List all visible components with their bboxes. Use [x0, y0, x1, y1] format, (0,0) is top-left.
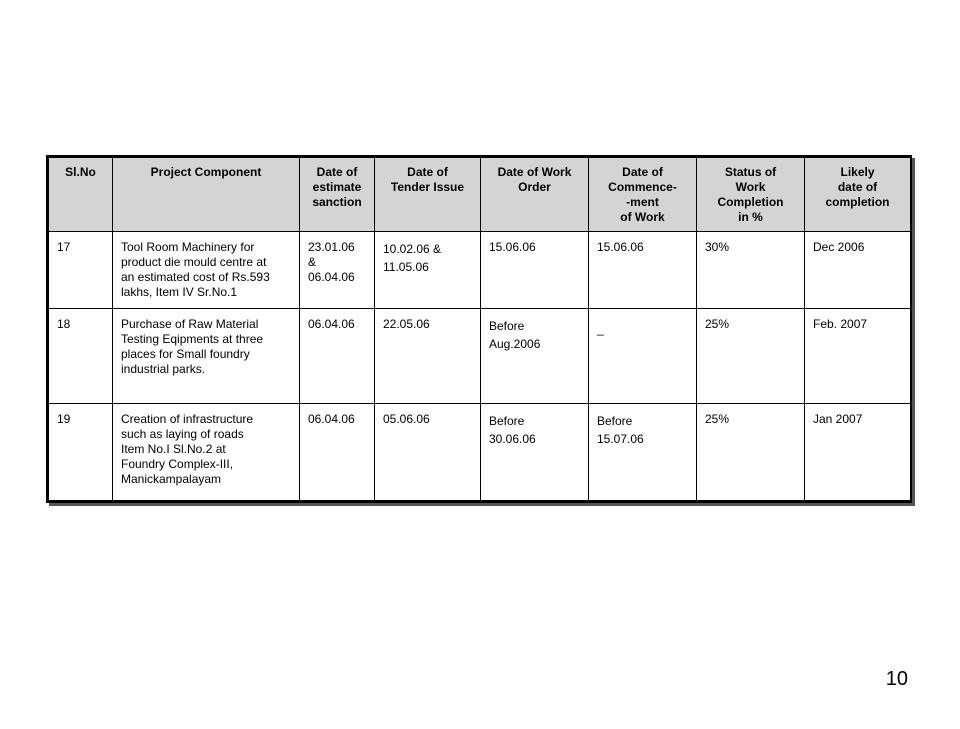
cell-text: 30.06.06 [489, 432, 536, 446]
header-text: date of [837, 180, 878, 194]
header-text: -ment [626, 195, 659, 209]
cell-project-component [113, 232, 300, 309]
table-row [49, 404, 911, 501]
cell-commencement [589, 232, 697, 309]
cell-sl-no: 18 [49, 309, 113, 404]
cell-estimate-sanction [300, 232, 375, 309]
header-text: completion [825, 195, 890, 209]
cell-sl-no: 19 [49, 404, 113, 501]
header-project-component [113, 158, 300, 232]
table-row [49, 232, 911, 309]
cell-tender-issue [375, 404, 481, 501]
cell-work-order [481, 232, 589, 309]
header-text: Sl.No [65, 165, 96, 179]
cell-status: 25% [697, 309, 805, 404]
header-text: sanction [312, 195, 362, 209]
cell-text: Testing Eqipments at three [121, 332, 264, 346]
cell-text: 06.04.06 [308, 412, 355, 426]
cell-text: lakhs, Item IV Sr.No.1 [121, 285, 238, 299]
cell-text: Tool Room Machinery for [121, 240, 255, 254]
cell-text: & [308, 255, 317, 269]
header-estimate-sanction [300, 158, 375, 232]
cell-work-order [481, 309, 589, 404]
cell-sl-no: 17 [49, 232, 113, 309]
cell-text: 22.05.06 [383, 317, 430, 331]
cell-text: 06.04.06 [308, 270, 355, 284]
cell-commencement [589, 309, 697, 404]
header-tender-issue [375, 158, 481, 232]
header-text: Date of Work [497, 165, 572, 179]
cell-text: Before [489, 414, 525, 428]
header-text: Commence- [608, 180, 677, 194]
header-text: Date of [407, 165, 448, 179]
header-text: Date of [622, 165, 663, 179]
cell-text: 15.06.06 [597, 240, 644, 254]
cell-text: Foundry Complex-III, [121, 457, 234, 471]
cell-text: an estimated cost of Rs.593 [121, 270, 270, 284]
cell-work-order [481, 404, 589, 501]
cell-likely-completion: Feb. 2007 [805, 309, 911, 404]
header-text: Date of [316, 165, 358, 179]
header-text: of Work [620, 210, 665, 224]
cell-text: Before [489, 319, 525, 333]
cell-text: places for Small foundry [121, 347, 250, 361]
cell-text: Item No.I Sl.No.2 at [121, 442, 226, 456]
cell-tender-issue [375, 232, 481, 309]
cell-text: Manickampalayam [121, 472, 222, 486]
cell-text: 05.06.06 [383, 412, 430, 426]
header-status [697, 158, 805, 232]
table-row [49, 309, 911, 404]
cell-text: Creation of infrastructure [121, 412, 254, 426]
header-row [49, 158, 911, 232]
cell-likely-completion: Dec 2006 [805, 232, 911, 309]
header-text: Work [735, 180, 766, 194]
cell-commencement [589, 404, 697, 501]
header-text: Completion [717, 195, 784, 209]
cell-likely-completion: Jan 2007 [805, 404, 911, 501]
header-text: Project Component [150, 165, 262, 179]
header-sl-no [49, 158, 113, 232]
cell-text: 15.07.06 [597, 432, 644, 446]
project-status-table [48, 157, 911, 501]
cell-text: such as laying of roads [121, 427, 244, 441]
header-text: Likely [840, 165, 875, 179]
cell-estimate-sanction [300, 404, 375, 501]
header-text: in % [738, 210, 763, 224]
header-text: estimate [312, 180, 362, 194]
cell-text: 10.02.06 & [383, 242, 442, 256]
header-likely-completion [805, 158, 911, 232]
cell-tender-issue [375, 309, 481, 404]
cell-text: 06.04.06 [308, 317, 355, 331]
header-text: Status of [724, 165, 777, 179]
cell-project-component [113, 404, 300, 501]
cell-project-component [113, 309, 300, 404]
cell-text: 11.05.06 [383, 260, 429, 274]
project-status-table-frame [46, 155, 912, 503]
cell-text: 15.06.06 [489, 240, 536, 254]
cell-status: 25% [697, 404, 805, 501]
header-work-order [481, 158, 589, 232]
cell-text: _ [597, 322, 604, 336]
cell-text: product die mould centre at [121, 255, 267, 269]
cell-text: Purchase of Raw Material [121, 317, 259, 331]
header-text: Tender Issue [390, 180, 465, 194]
cell-text: industrial parks. [121, 362, 206, 376]
cell-text: 23.01.06 [308, 240, 355, 254]
cell-text: Aug.2006 [489, 337, 541, 351]
header-commencement [589, 158, 697, 232]
page-number: 10 [885, 668, 908, 690]
header-text: Order [518, 180, 551, 194]
cell-estimate-sanction [300, 309, 375, 404]
cell-text: Before [597, 414, 633, 428]
cell-status: 30% [697, 232, 805, 309]
